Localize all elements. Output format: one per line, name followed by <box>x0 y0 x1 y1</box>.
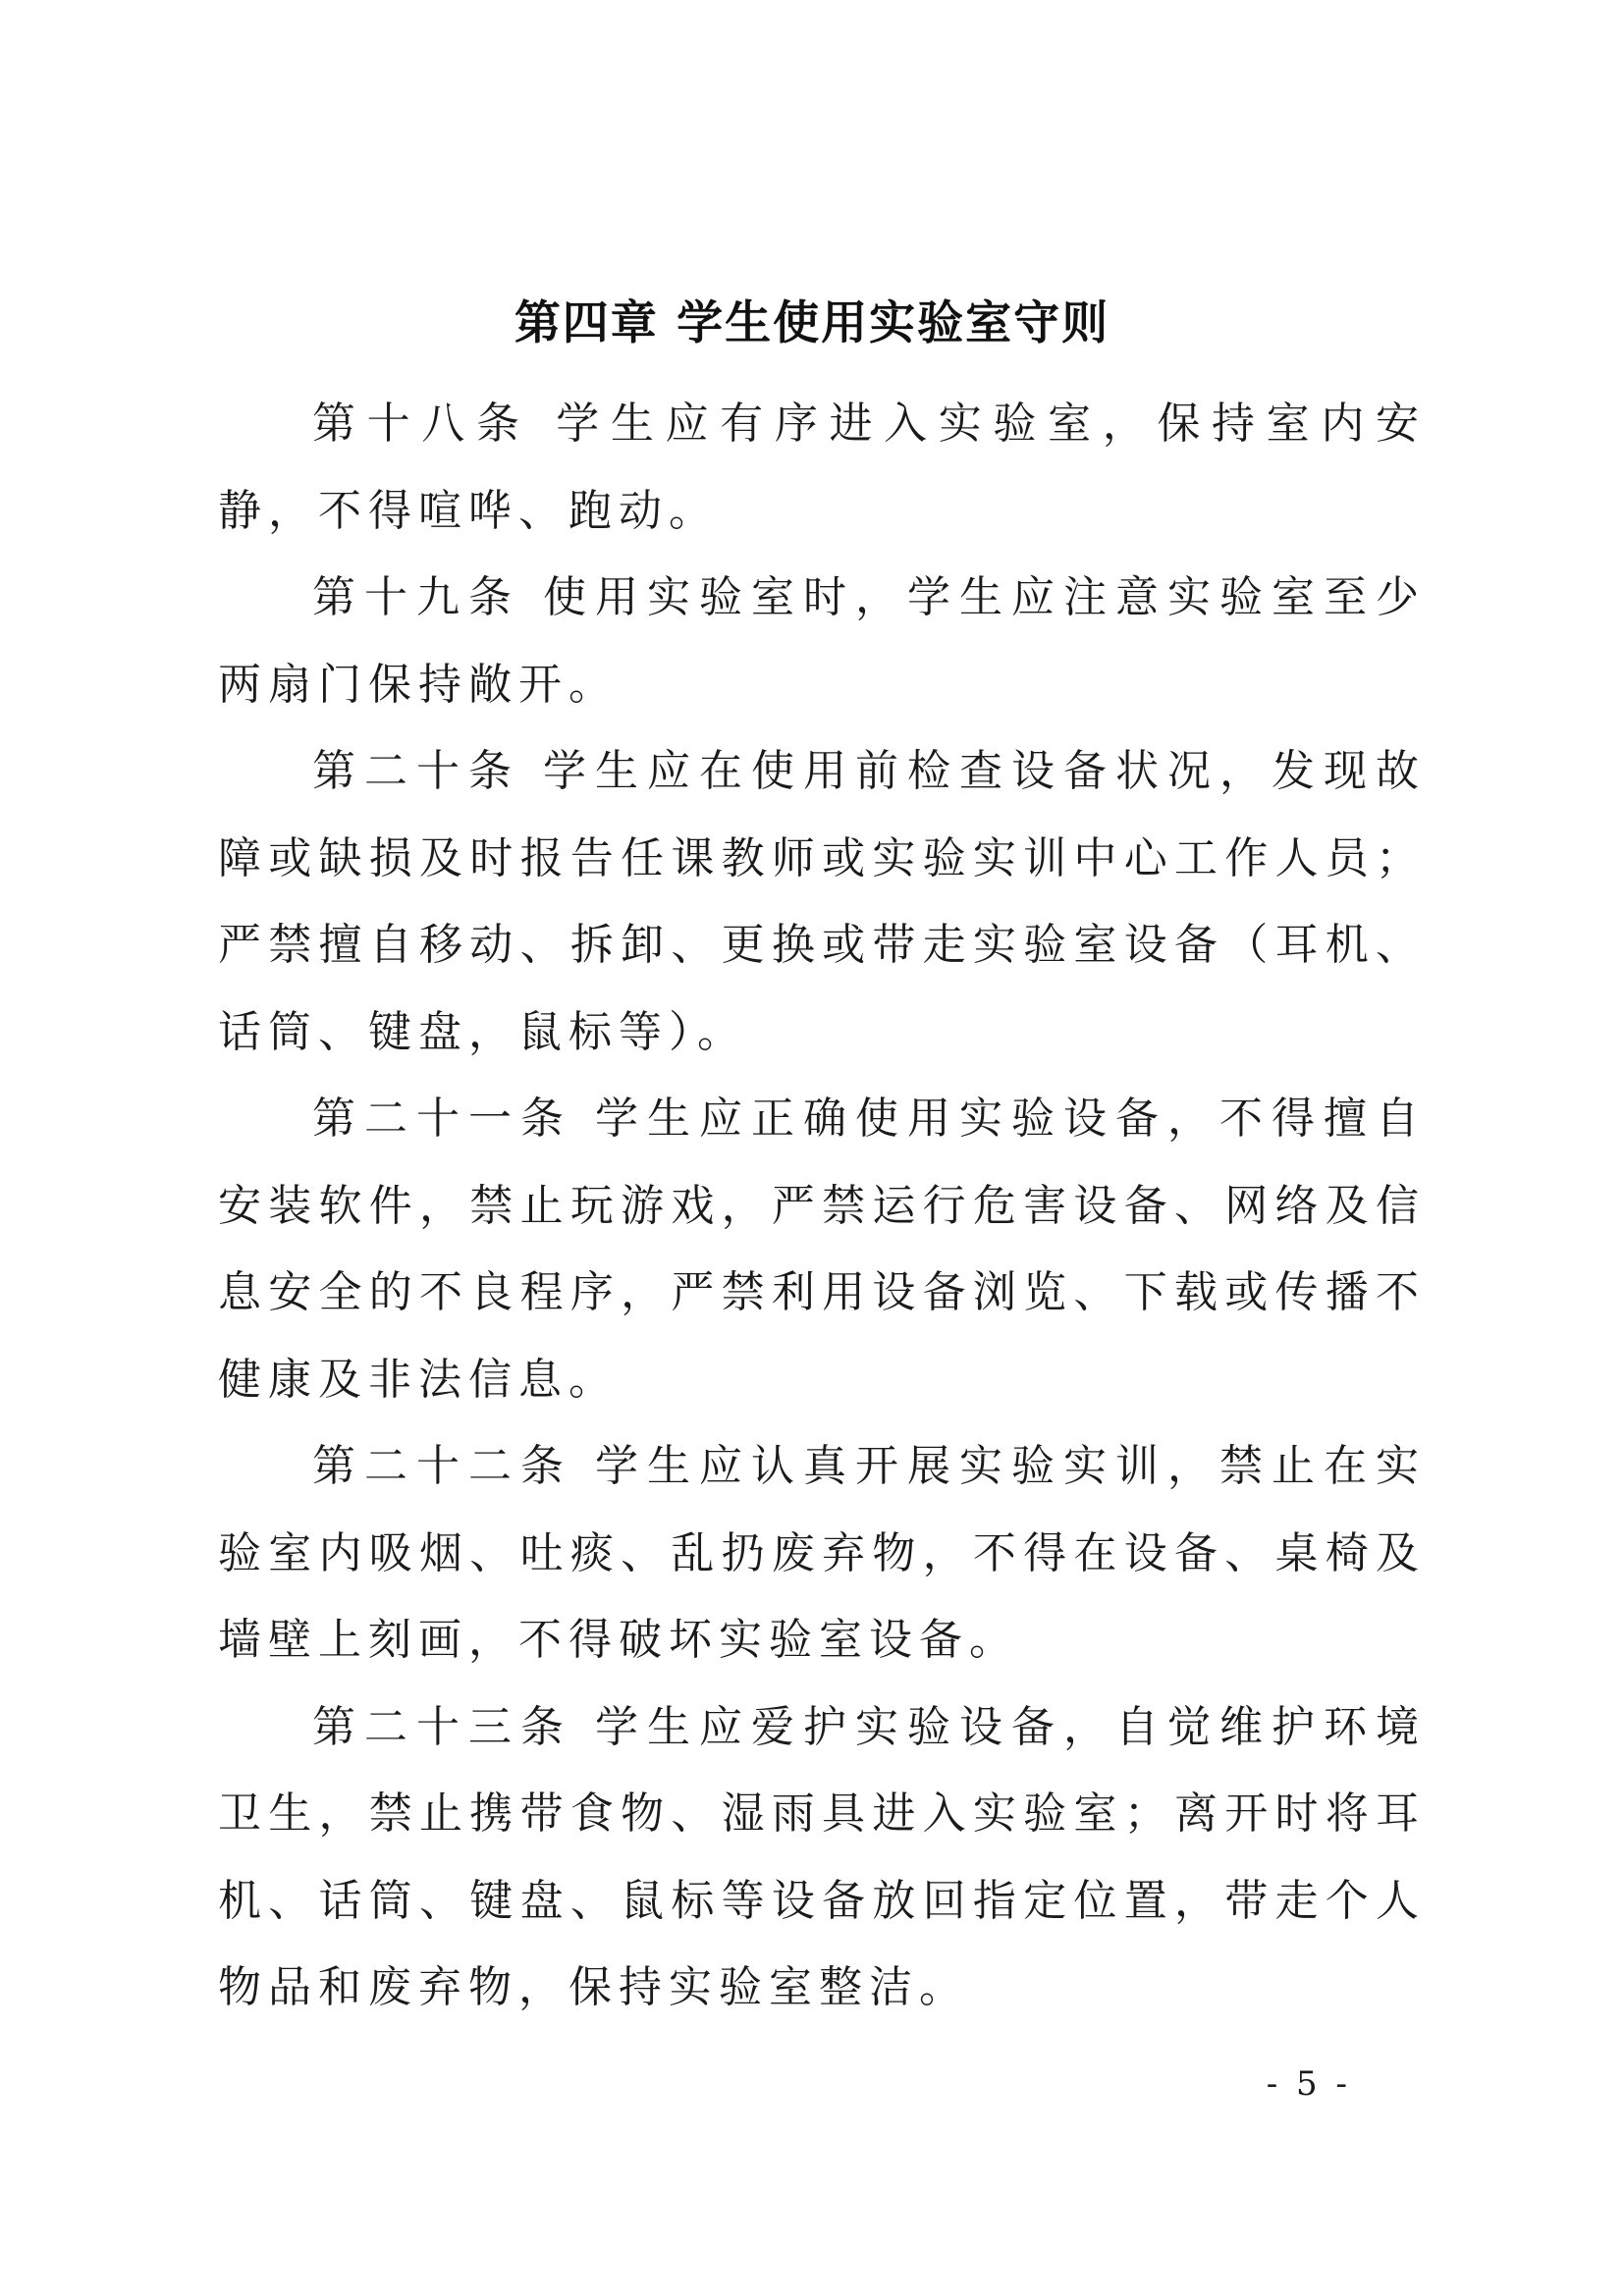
article-list <box>218 381 1426 2032</box>
chapter-title: 第四章 学生使用实验室守则 <box>514 296 1110 350</box>
page-number: - 5 - <box>1266 2064 1351 2104</box>
article-23: 第二十三条 学生应爱护实验设备，自觉维护环境卫生，禁止携带食物、湿雨具进入实验室；离开时将耳机、话筒、键盘、鼠标等设备放回指定位置，带走个人物品和废弃物，保持实验室整洁。 <box>218 1701 1426 2012</box>
article-22: 第二十二条 学生应认真开展实验实训，禁止在实验室内吸烟、吐痰、乱扔废弃物，不得在设备、桌椅及墙壁上刻画，不得破坏实验室设备。 <box>218 1441 1426 1665</box>
article-21: 第二十一条 学生应正确使用实验设备，不得擅自安装软件，禁止玩游戏，严禁运行危害设备、网络及信息安全的不良程序，严禁利用设备浏览、下载或传播不健康及非法信息。 <box>218 1094 1426 1405</box>
article-18: 第十八条 学生应有序进入实验室，保持室内安静，不得喧哗、跑动。 <box>218 399 1426 536</box>
article-20: 第二十条 学生应在使用前检查设备状况，发现故障或缺损及时报告任课教师或实验实训中心工作人员；严禁擅自移动、拆卸、更换或带走实验室设备（耳机、话筒、键盘，鼠标等）。 <box>218 746 1426 1057</box>
article-19: 第十九条 使用实验室时，学生应注意实验室至少两扇门保持敞开。 <box>218 572 1426 710</box>
